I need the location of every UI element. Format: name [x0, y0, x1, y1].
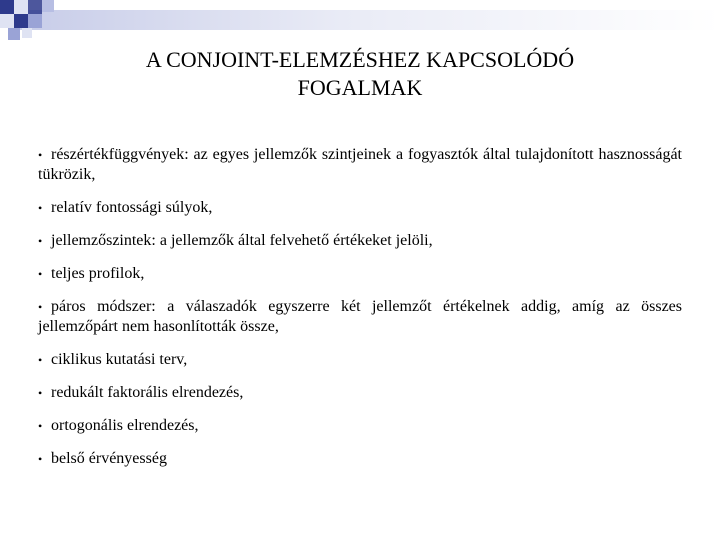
decoration-fade-bar [20, 10, 720, 30]
list-item [38, 198, 682, 218]
list-item-text: páros módszer: a válaszadók egyszerre két jellemzőt értékelnek addig, amíg az összes jellemzőpárt nem hasonlították össze, [38, 298, 682, 335]
list-item [38, 449, 682, 469]
list-item-text: belső érvényesség [51, 450, 167, 467]
list-item [38, 264, 682, 284]
decoration-square-7 [28, 14, 42, 28]
list-item-text: részértékfüggvények: az egyes jellemzők szintjeinek a fogyasztók által tulajdonított hasznosságát tükrözik, [38, 146, 682, 183]
list-item [38, 231, 682, 251]
list-item [38, 145, 682, 185]
bullet-icon: • [38, 419, 43, 433]
list-item [38, 297, 682, 337]
list-item [38, 350, 682, 370]
decoration-square-5 [0, 14, 14, 28]
list-item [38, 383, 682, 403]
list-item-text: ciklikus kutatási terv, [51, 351, 188, 368]
decoration-square-2 [14, 0, 28, 14]
list-item-text: ortogonális elrendezés, [51, 417, 199, 434]
decoration-square-9 [22, 28, 32, 38]
slide-title-line-1: A CONJOINT-ELEMZÉSHEZ KAPCSOLÓDÓ [145, 47, 575, 72]
decoration-square-8 [8, 28, 20, 40]
decoration-square-6 [14, 14, 28, 28]
list-item-text: teljes profilok, [51, 265, 145, 282]
header-decoration [0, 0, 720, 44]
list-item [38, 416, 682, 436]
slide-title-line-2: FOGALMAK [297, 75, 423, 100]
decoration-square-1 [0, 0, 14, 14]
bullet-icon: • [38, 386, 43, 400]
list-item-text: relatív fontossági súlyok, [51, 199, 213, 216]
list-item-text: jellemzőszintek: a jellemzők által felvehető értékeket jelöli, [51, 232, 433, 249]
slide-title [40, 46, 680, 102]
bullet-icon: • [38, 201, 43, 215]
bullet-icon: • [38, 234, 43, 248]
concept-list [38, 145, 682, 482]
bullet-icon: • [38, 353, 43, 367]
list-item-text: redukált faktorális elrendezés, [51, 384, 244, 401]
bullet-icon: • [38, 452, 43, 466]
decoration-square-4 [42, 0, 54, 12]
bullet-icon: • [38, 267, 43, 281]
bullet-icon: • [38, 148, 43, 162]
bullet-icon: • [38, 300, 43, 314]
decoration-square-3 [28, 0, 42, 14]
